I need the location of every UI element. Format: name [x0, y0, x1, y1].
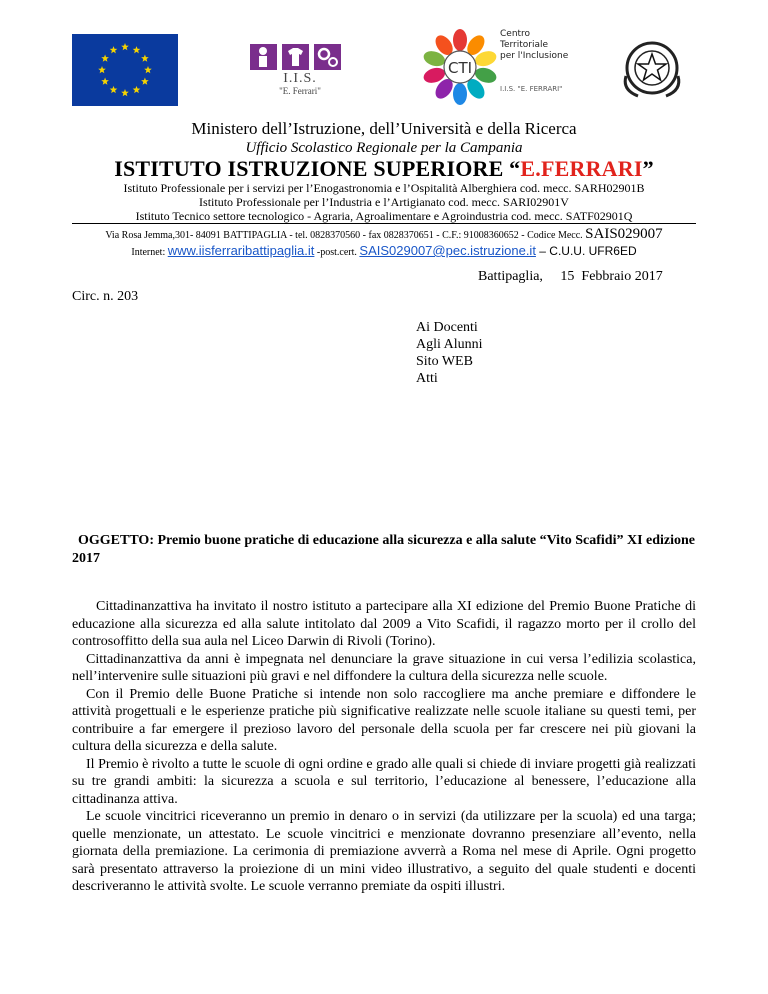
school-title: [0, 156, 768, 182]
body-paragraph: Le scuole vincitrici riceveranno un premio in denaro o in servizi (da utilizzare per la scuola) ed una targa; quelle menzionate, un attestato. Le scuole vincitrici e menzionate dovranno presenziare all’evento, nella giornata della premiazione. La cerimonia di premiazione avverrà a Roma nel mese di Aprile. Ogni progetto sarà presentato attraverso la proiezione di un mini video illustrativo, a seguito del quale studenti e docenti descriveranno le attività svolte. Le scuole verranno premiate da ospiti illustri.: [72, 809, 696, 894]
iis-ferrari-logo: [250, 44, 350, 104]
address-line: [0, 226, 768, 243]
contact-line: [0, 243, 768, 258]
subject-line: OGGETTO: Premio buone pratiche di educazione alla sicurezza e alla salute “Vito Scafidi” XI edizione 2017: [72, 533, 696, 566]
internet-label: Internet:: [131, 247, 168, 258]
circular-number: Circ. n. 203: [72, 289, 139, 304]
eu-star-icon: [133, 46, 141, 53]
place-date: Battipaglia, 15 Febbraio 2017: [478, 269, 663, 284]
school-title-name: E.FERRARI: [520, 156, 643, 181]
gears-icon: [314, 44, 341, 70]
cti-mark: CTI: [447, 59, 473, 77]
website-link[interactable]: www.iisferraribattipaglia.it: [167, 243, 315, 258]
recipients-list: [416, 319, 483, 387]
republic-emblem-logo: [612, 34, 692, 104]
cti-petal: [453, 83, 467, 105]
cti-line-3: per l'Inclusione: [500, 51, 569, 61]
address-text: Via Rosa Jemma,301- 84091 BATTIPAGLIA - tel. 0828370560 - fax 0828370651 - C.F.: 91008360652 - Codice Mecc.: [105, 230, 586, 241]
header-divider: [72, 223, 696, 224]
body-paragraph: Con il Premio delle Buone Pratiche si intende non solo raccogliere ma anche premiare e diffondere le attività progettuali e le esperienze pratiche più significative realizzate nelle scuole italiane su questi temi, per contribuire a far emergere il prezioso lavoro del personale della scuola per far crescere nei più giovani la cultura della sicurezza e della salute.: [72, 686, 696, 754]
body-paragraph: Il Premio è rivolto a tutte le scuole di ogni ordine e grado alle quali si chiede di inviare progetti già realizzati su tre grandi ambiti: la sicurezza a scuola e sul territorio, l’educazione al benessere, l’educazione alla cittadinanza attiva.: [72, 756, 696, 807]
recipient-item: Agli Alunni: [416, 337, 483, 352]
cti-flower-icon: [420, 24, 506, 110]
eu-star-icon: [141, 78, 149, 85]
school-line-3: Istituto Tecnico settore tecnologico - Agraria, Agroalimentare e Agroindustria cod. mecc. SATF02901Q: [135, 209, 633, 223]
cti-logo: [420, 24, 610, 110]
eu-star-icon: [133, 86, 141, 93]
eu-star-icon: [110, 46, 118, 53]
eu-star-icon: [144, 66, 152, 73]
eu-star-icon: [110, 86, 118, 93]
cti-line-1: Centro: [500, 29, 531, 39]
school-code: SAIS029007: [585, 226, 663, 242]
eu-star-icon: [141, 55, 149, 62]
iis-subname: "E. Ferrari": [279, 86, 321, 96]
cti-line-2: Territoriale: [500, 40, 549, 50]
cti-school: I.I.S. "E. FERRARI": [500, 85, 563, 93]
recipient-item: Sito WEB: [416, 354, 473, 369]
shirt-icon: [282, 44, 309, 70]
body-paragraph: Cittadinanzattiva ha invitato il nostro istituto a partecipare alla XI edizione del Premio Buone Pratiche di educazione alla sicurezza ed alla salute intitolato dal 2009 a Vito Scafidi, il ragazzo morto per il crollo del controsoffitto della sua aula nel Liceo Darwin di Rivoli (Torino).: [72, 599, 696, 649]
pec-link[interactable]: SAIS029007@pec.istruzione.it: [359, 243, 536, 258]
recipient-item: Atti: [416, 371, 438, 386]
regional-office: Ufficio Scolastico Regionale per la Campania: [245, 140, 523, 156]
body-paragraph: Cittadinanzattiva da anni è impegnata nel denunciare la grave situazione in cui versa l’edilizia scolastica, nell’intervenire sulle situazioni più gravi e nel diffondere la cultura della sicurezza nelle scuole.: [72, 651, 696, 684]
school-line-1: Istituto Professionale per i servizi per l’Enogastronomia e l’Ospitalità Alberghiera cod. mecc. SARH02901B: [123, 181, 645, 195]
cuu-code: – C.U.U. UFR6ED: [535, 244, 637, 258]
pec-label: -post.cert.: [314, 247, 360, 258]
recipient-item: Ai Docenti: [416, 320, 478, 335]
ministry-name: Ministero dell’Istruzione, dell’Università e della Ricerca: [191, 119, 577, 138]
eu-star-icon: [101, 78, 109, 85]
eu-star-icon: [121, 43, 129, 50]
eu-star-icon: [98, 66, 106, 73]
eu-star-icon: [101, 55, 109, 62]
school-line-2: Istituto Professionale per l’Industria e l’Artigianato cod. mecc. SARI02901V: [199, 195, 569, 209]
letter-body: [72, 598, 696, 896]
eu-star-icon: [121, 89, 129, 96]
eu-flag-logo: [72, 34, 178, 106]
chef-icon: [250, 44, 277, 70]
school-title-suffix: ”: [642, 156, 654, 181]
school-title-prefix: ISTITUTO ISTRUZIONE SUPERIORE “: [114, 156, 521, 181]
iis-name: I.I.S.: [283, 71, 317, 86]
cti-petal: [453, 29, 467, 51]
